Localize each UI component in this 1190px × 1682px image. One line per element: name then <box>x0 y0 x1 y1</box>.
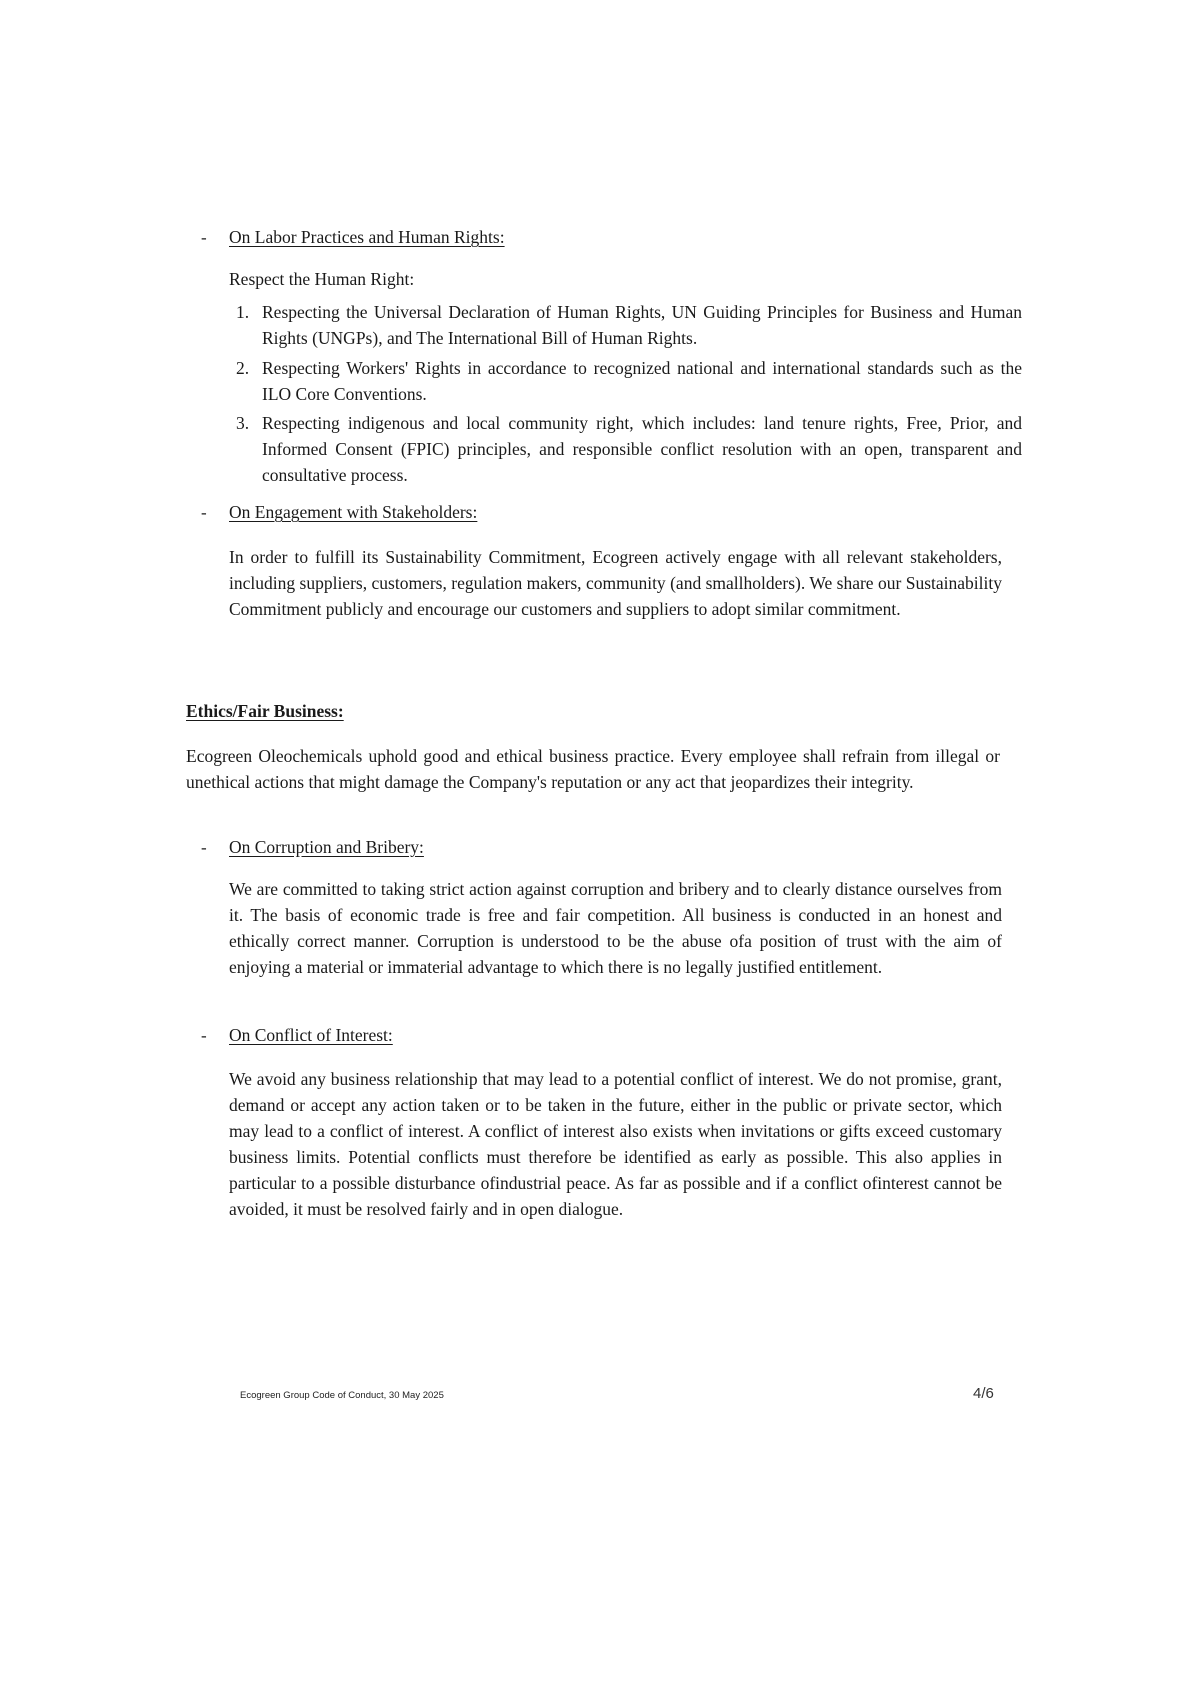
conflict-heading: On Conflict of Interest: <box>229 1025 393 1045</box>
ethics-body: Ecogreen Oleochemicals uphold good and ethical business practice. Every employee shall refrain from illegal or unethical actions that might damage the Company's reputation or any act that jeopardizes their integrity. <box>186 746 1000 792</box>
corruption-body: We are committed to taking strict action against corruption and bribery and to clearly distance ourselves from it. The basis of economic trade is free and fair competition. All business is conducted in an honest and ethically correct manner. Corruption is understood to be the abuse ofa position of trust with the aim of enjoying a material or immaterial advantage to which there is no legally justified entitlement. <box>229 879 1002 977</box>
bullet-dash: - <box>201 838 207 857</box>
labor-heading: On Labor Practices and Human Rights: <box>229 227 505 247</box>
bullet-dash: - <box>201 1026 207 1045</box>
engagement-body: In order to fulfill its Sustainability Commitment, Ecogreen actively engage with all relevant stakeholders, including suppliers, customers, regulation makers, community (and smallholders). We share our Sustainability Commitment publicly and encourage our customers and suppliers to adopt similar commitment. <box>229 547 1002 619</box>
list-text: Respecting Workers' Rights in accordance to recognized national and international standards such as the ILO Core Conventions. <box>262 358 1022 404</box>
list-text: Respecting indigenous and local community right, which includes: land tenure rights, Free, Prior, and Informed Consent (FPIC) principles, and responsible conflict resolution with an open, transparent and consultative process. <box>262 413 1022 485</box>
list-number: 2. <box>236 358 250 378</box>
page-number: 4/6 <box>973 1385 994 1402</box>
corruption-heading: On Corruption and Bribery: <box>229 837 424 857</box>
bullet-dash: - <box>201 503 207 522</box>
ethics-heading: Ethics/Fair Business: <box>186 701 344 721</box>
list-number: 1. <box>236 302 250 322</box>
engagement-heading: On Engagement with Stakeholders: <box>229 502 478 522</box>
list-number: 3. <box>236 413 250 433</box>
bullet-dash: - <box>201 228 207 247</box>
labor-intro: Respect the Human Right: <box>229 269 415 289</box>
conflict-body: We avoid any business relationship that may lead to a potential conflict of interest. We do not promise, grant, demand or accept any action taken or to be taken in the future, either in the public or private sector, which may lead to a conflict of interest. A conflict of interest also exists when invitations or gifts exceed customary business limits. Potential conflicts must therefore be identified as early as possible. This also applies in particular to a possible disturbance ofindustrial peace. As far as possible and if a conflict ofinterest cannot be avoided, it must be resolved fairly and in open dialogue. <box>229 1069 1002 1219</box>
footer-document-title: Ecogreen Group Code of Conduct, 30 May 2025 <box>240 1390 444 1401</box>
list-text: Respecting the Universal Declaration of Human Rights, UN Guiding Principles for Business and Human Rights (UNGPs), and The International Bill of Human Rights. <box>262 302 1022 348</box>
